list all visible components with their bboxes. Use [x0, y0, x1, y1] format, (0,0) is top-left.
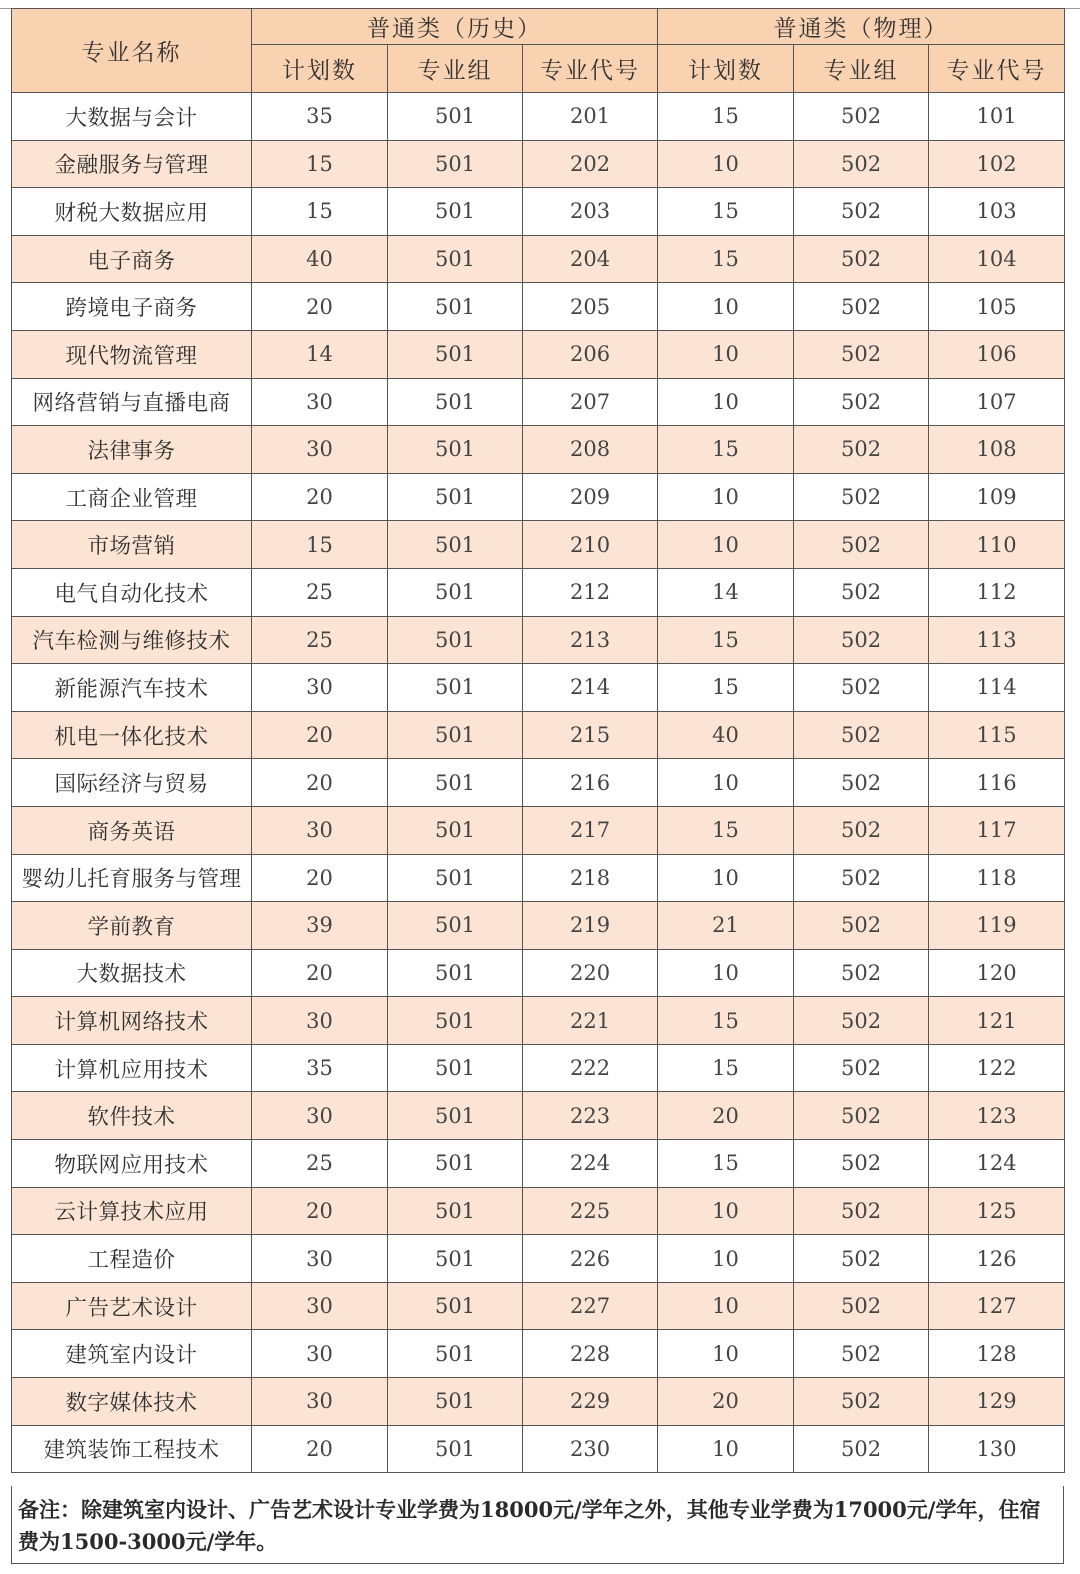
physics-plan-cell: 10: [658, 473, 794, 521]
history-plan-cell: 25: [252, 616, 388, 664]
history-plan-cell: 30: [252, 1282, 388, 1330]
physics-group-cell: 502: [794, 93, 929, 141]
physics-group-cell: 502: [794, 1235, 929, 1283]
table-row: [12, 1140, 1065, 1188]
major-name-cell: 网络营销与直播电商: [12, 378, 252, 426]
history-group-cell: 501: [388, 521, 523, 569]
history-plan-cell: 35: [252, 1044, 388, 1092]
table-row: [12, 664, 1065, 712]
physics-code-cell: 101: [929, 93, 1065, 141]
history-plan-cell: 39: [252, 902, 388, 950]
major-name-cell: 财税大数据应用: [12, 188, 252, 236]
physics-group-cell: 502: [794, 616, 929, 664]
physics-plan-cell: 10: [658, 521, 794, 569]
physics-group-cell: 502: [794, 997, 929, 1045]
physics-code-cell: 122: [929, 1044, 1065, 1092]
history-code-cell: 225: [523, 1187, 658, 1235]
history-group-cell: 501: [388, 1187, 523, 1235]
major-name-cell: 计算机网络技术: [12, 997, 252, 1045]
physics-plan-cell: 10: [658, 330, 794, 378]
physics-plan-cell: 10: [658, 1282, 794, 1330]
major-name-cell: 金融服务与管理: [12, 140, 252, 188]
history-code-cell: 208: [523, 426, 658, 474]
history-group-cell: 501: [388, 616, 523, 664]
physics-code-cell: 123: [929, 1092, 1065, 1140]
table-row: [12, 854, 1065, 902]
major-name-cell: 工商企业管理: [12, 473, 252, 521]
physics-plan-cell: 15: [658, 616, 794, 664]
physics-plan-cell: 15: [658, 997, 794, 1045]
history-code-cell: 217: [523, 806, 658, 854]
physics-code-cell: 129: [929, 1378, 1065, 1426]
physics-group-cell: 502: [794, 949, 929, 997]
physics-code-cell: 128: [929, 1330, 1065, 1378]
physics-code-cell: 112: [929, 568, 1065, 616]
history-code-cell: 202: [523, 140, 658, 188]
history-group-cell: 501: [388, 1044, 523, 1092]
physics-code-cell: 126: [929, 1235, 1065, 1283]
physics-plan-cell: 15: [658, 1044, 794, 1092]
table-row: [12, 1330, 1065, 1378]
physics-group-cell: 502: [794, 1092, 929, 1140]
physics-plan-cell: 40: [658, 711, 794, 759]
physics-group-cell: 502: [794, 1425, 929, 1473]
major-name-cell: 法律事务: [12, 426, 252, 474]
history-group-cell: 501: [388, 806, 523, 854]
table-row: [12, 521, 1065, 569]
table-row: [12, 902, 1065, 950]
history-plan-cell: 30: [252, 664, 388, 712]
physics-code-cell: 120: [929, 949, 1065, 997]
major-name-cell: 大数据与会计: [12, 93, 252, 141]
history-group-cell: 501: [388, 140, 523, 188]
physics-group-cell: 502: [794, 806, 929, 854]
table-row: [12, 426, 1065, 474]
physics-group-cell: 502: [794, 283, 929, 331]
history-code-cell: 205: [523, 283, 658, 331]
history-plan-cell: 30: [252, 426, 388, 474]
major-name-cell: 大数据技术: [12, 949, 252, 997]
history-group-cell: 501: [388, 902, 523, 950]
history-plan-cell: 20: [252, 711, 388, 759]
physics-group-cell: 502: [794, 664, 929, 712]
history-plan-cell: 30: [252, 997, 388, 1045]
physics-group-cell: 502: [794, 711, 929, 759]
table-row: [12, 997, 1065, 1045]
physics-code-cell: 105: [929, 283, 1065, 331]
physics-code-cell: 103: [929, 188, 1065, 236]
physics-group-cell: 502: [794, 854, 929, 902]
physics-plan-cell: 14: [658, 568, 794, 616]
major-name-cell: 软件技术: [12, 1092, 252, 1140]
history-plan-cell: 40: [252, 235, 388, 283]
major-name-cell: 广告艺术设计: [12, 1282, 252, 1330]
physics-plan-cell: 10: [658, 949, 794, 997]
history-group-cell: 501: [388, 1425, 523, 1473]
header-physics-code: 专业代号: [929, 45, 1065, 93]
history-code-cell: 226: [523, 1235, 658, 1283]
history-code-cell: 228: [523, 1330, 658, 1378]
history-group-cell: 501: [388, 949, 523, 997]
history-group-cell: 501: [388, 568, 523, 616]
major-name-cell: 建筑装饰工程技术: [12, 1425, 252, 1473]
history-code-cell: 201: [523, 93, 658, 141]
table-row: [12, 235, 1065, 283]
table-row: [12, 140, 1065, 188]
major-name-cell: 商务英语: [12, 806, 252, 854]
history-code-cell: 207: [523, 378, 658, 426]
history-plan-cell: 20: [252, 759, 388, 807]
physics-code-cell: 116: [929, 759, 1065, 807]
table-row: [12, 759, 1065, 807]
physics-code-cell: 121: [929, 997, 1065, 1045]
table-row: [12, 378, 1065, 426]
history-group-cell: 501: [388, 330, 523, 378]
history-code-cell: 212: [523, 568, 658, 616]
physics-code-cell: 115: [929, 711, 1065, 759]
physics-code-cell: 107: [929, 378, 1065, 426]
history-code-cell: 218: [523, 854, 658, 902]
physics-code-cell: 118: [929, 854, 1065, 902]
enrollment-plan-table: [11, 8, 1065, 1473]
history-code-cell: 227: [523, 1282, 658, 1330]
physics-plan-cell: 10: [658, 1235, 794, 1283]
header-physics-plan: 计划数: [658, 45, 794, 93]
physics-plan-cell: 10: [658, 854, 794, 902]
history-code-cell: 229: [523, 1378, 658, 1426]
history-code-cell: 224: [523, 1140, 658, 1188]
major-name-cell: 工程造价: [12, 1235, 252, 1283]
history-plan-cell: 15: [252, 521, 388, 569]
physics-group-cell: 502: [794, 521, 929, 569]
history-group-cell: 501: [388, 854, 523, 902]
physics-code-cell: 119: [929, 902, 1065, 950]
header-group-history: 普通类（历史）: [252, 9, 658, 45]
physics-group-cell: 502: [794, 1140, 929, 1188]
history-plan-cell: 30: [252, 806, 388, 854]
physics-code-cell: 113: [929, 616, 1065, 664]
major-name-cell: 现代物流管理: [12, 330, 252, 378]
history-code-cell: 203: [523, 188, 658, 236]
table-body: [12, 93, 1065, 1473]
history-plan-cell: 20: [252, 1187, 388, 1235]
table-row: [12, 1187, 1065, 1235]
history-plan-cell: 20: [252, 283, 388, 331]
history-group-cell: 501: [388, 1282, 523, 1330]
major-name-cell: 婴幼儿托育服务与管理: [12, 854, 252, 902]
history-code-cell: 223: [523, 1092, 658, 1140]
physics-plan-cell: 15: [658, 93, 794, 141]
history-code-cell: 219: [523, 902, 658, 950]
table-row: [12, 1425, 1065, 1473]
physics-plan-cell: 10: [658, 283, 794, 331]
major-name-cell: 市场营销: [12, 521, 252, 569]
physics-code-cell: 130: [929, 1425, 1065, 1473]
physics-group-cell: 502: [794, 473, 929, 521]
physics-code-cell: 102: [929, 140, 1065, 188]
major-name-cell: 数字媒体技术: [12, 1378, 252, 1426]
table-row: [12, 188, 1065, 236]
history-code-cell: 214: [523, 664, 658, 712]
table-row: [12, 568, 1065, 616]
history-code-cell: 221: [523, 997, 658, 1045]
physics-plan-cell: 15: [658, 1140, 794, 1188]
history-plan-cell: 30: [252, 1092, 388, 1140]
physics-group-cell: 502: [794, 426, 929, 474]
header-physics-group: 专业组: [794, 45, 929, 93]
major-name-cell: 建筑室内设计: [12, 1330, 252, 1378]
history-plan-cell: 15: [252, 188, 388, 236]
history-code-cell: 206: [523, 330, 658, 378]
history-plan-cell: 25: [252, 568, 388, 616]
table-header: [12, 9, 1065, 93]
footnote: 备注：除建筑室内设计、广告艺术设计专业学费为18000元/学年之外，其他专业学费为17000元/学年，住宿费为1500-3000元/学年。: [11, 1486, 1064, 1564]
history-group-cell: 501: [388, 1235, 523, 1283]
physics-group-cell: 502: [794, 235, 929, 283]
history-code-cell: 230: [523, 1425, 658, 1473]
history-group-cell: 501: [388, 235, 523, 283]
header-group-physics: 普通类（物理）: [658, 9, 1065, 45]
history-code-cell: 210: [523, 521, 658, 569]
physics-plan-cell: 10: [658, 1187, 794, 1235]
physics-plan-cell: 10: [658, 1330, 794, 1378]
history-code-cell: 215: [523, 711, 658, 759]
history-code-cell: 222: [523, 1044, 658, 1092]
history-group-cell: 501: [388, 426, 523, 474]
major-name-cell: 云计算技术应用: [12, 1187, 252, 1235]
history-code-cell: 204: [523, 235, 658, 283]
physics-plan-cell: 15: [658, 235, 794, 283]
header-history-group: 专业组: [388, 45, 523, 93]
history-plan-cell: 14: [252, 330, 388, 378]
history-plan-cell: 20: [252, 949, 388, 997]
history-group-cell: 501: [388, 1378, 523, 1426]
history-group-cell: 501: [388, 711, 523, 759]
history-code-cell: 216: [523, 759, 658, 807]
history-code-cell: 220: [523, 949, 658, 997]
table-row: [12, 1044, 1065, 1092]
history-group-cell: 501: [388, 473, 523, 521]
major-name-cell: 新能源汽车技术: [12, 664, 252, 712]
physics-plan-cell: 10: [658, 140, 794, 188]
major-name-cell: 电气自动化技术: [12, 568, 252, 616]
history-group-cell: 501: [388, 378, 523, 426]
physics-group-cell: 502: [794, 140, 929, 188]
physics-code-cell: 125: [929, 1187, 1065, 1235]
table-row: [12, 1092, 1065, 1140]
physics-plan-cell: 15: [658, 426, 794, 474]
major-name-cell: 计算机应用技术: [12, 1044, 252, 1092]
major-name-cell: 跨境电子商务: [12, 283, 252, 331]
table-row: [12, 806, 1065, 854]
header-major-name: 专业名称: [12, 9, 252, 93]
table-row: [12, 616, 1065, 664]
table-row: [12, 1378, 1065, 1426]
physics-group-cell: 502: [794, 1044, 929, 1092]
history-plan-cell: 35: [252, 93, 388, 141]
major-name-cell: 机电一体化技术: [12, 711, 252, 759]
history-plan-cell: 15: [252, 140, 388, 188]
physics-group-cell: 502: [794, 902, 929, 950]
table-row: [12, 711, 1065, 759]
history-plan-cell: 30: [252, 1378, 388, 1426]
history-plan-cell: 20: [252, 473, 388, 521]
history-plan-cell: 30: [252, 378, 388, 426]
history-group-cell: 501: [388, 283, 523, 331]
physics-plan-cell: 10: [658, 378, 794, 426]
table-row: [12, 949, 1065, 997]
major-name-cell: 汽车检测与维修技术: [12, 616, 252, 664]
physics-code-cell: 114: [929, 664, 1065, 712]
physics-plan-cell: 21: [658, 902, 794, 950]
physics-group-cell: 502: [794, 759, 929, 807]
table-row: [12, 473, 1065, 521]
history-group-cell: 501: [388, 1092, 523, 1140]
table-row: [12, 1235, 1065, 1283]
history-group-cell: 501: [388, 997, 523, 1045]
physics-group-cell: 502: [794, 1330, 929, 1378]
physics-code-cell: 108: [929, 426, 1065, 474]
physics-plan-cell: 10: [658, 1425, 794, 1473]
physics-plan-cell: 15: [658, 188, 794, 236]
major-name-cell: 学前教育: [12, 902, 252, 950]
history-plan-cell: 30: [252, 1235, 388, 1283]
history-plan-cell: 20: [252, 854, 388, 902]
history-group-cell: 501: [388, 664, 523, 712]
history-group-cell: 501: [388, 1140, 523, 1188]
physics-plan-cell: 15: [658, 664, 794, 712]
major-name-cell: 电子商务: [12, 235, 252, 283]
physics-code-cell: 127: [929, 1282, 1065, 1330]
history-plan-cell: 20: [252, 1425, 388, 1473]
physics-code-cell: 104: [929, 235, 1065, 283]
physics-code-cell: 124: [929, 1140, 1065, 1188]
physics-group-cell: 502: [794, 568, 929, 616]
major-name-cell: 国际经济与贸易: [12, 759, 252, 807]
table-row: [12, 330, 1065, 378]
header-history-plan: 计划数: [252, 45, 388, 93]
history-code-cell: 209: [523, 473, 658, 521]
header-history-code: 专业代号: [523, 45, 658, 93]
history-group-cell: 501: [388, 759, 523, 807]
history-group-cell: 501: [388, 93, 523, 141]
history-group-cell: 501: [388, 188, 523, 236]
table-row: [12, 283, 1065, 331]
physics-code-cell: 106: [929, 330, 1065, 378]
physics-group-cell: 502: [794, 330, 929, 378]
physics-group-cell: 502: [794, 1378, 929, 1426]
history-plan-cell: 30: [252, 1330, 388, 1378]
history-plan-cell: 25: [252, 1140, 388, 1188]
physics-group-cell: 502: [794, 188, 929, 236]
history-group-cell: 501: [388, 1330, 523, 1378]
physics-plan-cell: 15: [658, 806, 794, 854]
table-row: [12, 93, 1065, 141]
physics-plan-cell: 20: [658, 1092, 794, 1140]
physics-group-cell: 502: [794, 1282, 929, 1330]
major-name-cell: 物联网应用技术: [12, 1140, 252, 1188]
physics-plan-cell: 20: [658, 1378, 794, 1426]
physics-plan-cell: 10: [658, 759, 794, 807]
physics-group-cell: 502: [794, 378, 929, 426]
history-code-cell: 213: [523, 616, 658, 664]
physics-code-cell: 117: [929, 806, 1065, 854]
physics-code-cell: 109: [929, 473, 1065, 521]
physics-code-cell: 110: [929, 521, 1065, 569]
physics-group-cell: 502: [794, 1187, 929, 1235]
table-row: [12, 1282, 1065, 1330]
